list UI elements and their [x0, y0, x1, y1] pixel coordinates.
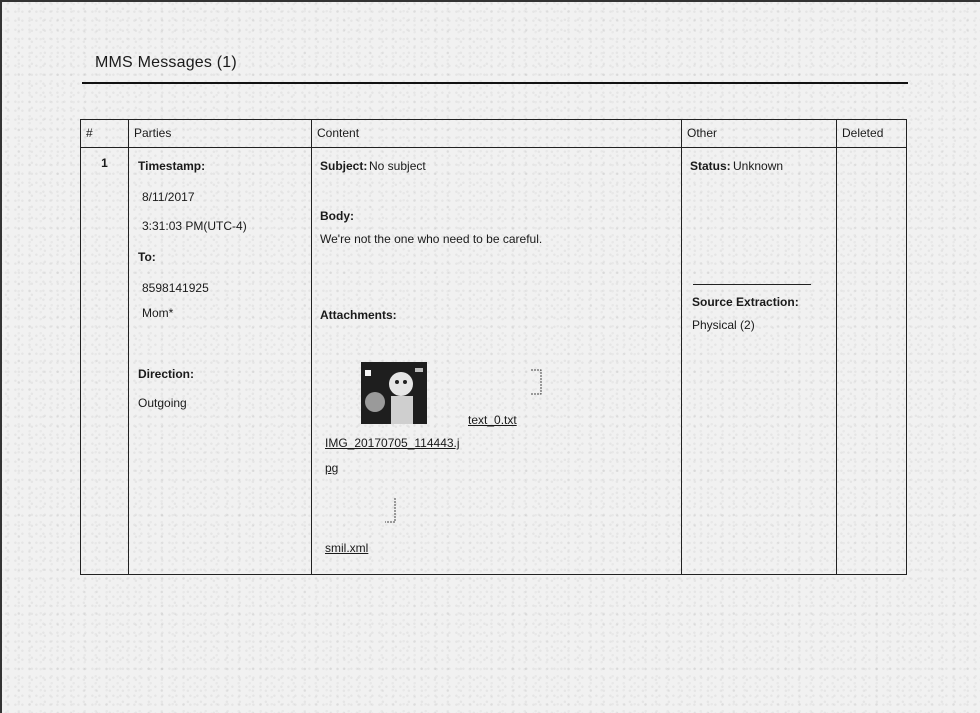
xml-file-icon — [383, 496, 399, 524]
status-label: Status: — [690, 159, 731, 173]
image-attachment-link-line1[interactable]: IMG_20170705_114443.j — [325, 436, 460, 450]
table-header-row — [81, 120, 907, 148]
body-label: Body: — [320, 209, 354, 223]
timestamp-date: 8/11/2017 — [142, 190, 195, 204]
content-cell — [312, 148, 682, 575]
source-extraction-value: Physical (2) — [692, 318, 755, 332]
text-attachment-link[interactable]: text_0.txt — [468, 413, 517, 427]
table-row — [81, 148, 907, 575]
row-number: 1 — [81, 148, 129, 575]
header-content: Content — [312, 120, 682, 148]
source-extraction-label: Source Extraction: — [692, 295, 799, 309]
to-label: To: — [138, 250, 156, 264]
timestamp-time: 3:31:03 PM(UTC-4) — [142, 219, 247, 233]
attachments-label: Attachments: — [320, 308, 397, 322]
status-value: Unknown — [733, 159, 784, 173]
mms-messages-table — [80, 119, 907, 575]
header-parties: Parties — [129, 120, 312, 148]
recipient-phone: 8598141925 — [142, 281, 209, 295]
direction-value: Outgoing — [138, 396, 187, 410]
other-cell — [682, 148, 837, 575]
timestamp-label: Timestamp: — [138, 159, 206, 173]
body-text: We're not the one who need to be careful. — [320, 232, 543, 246]
subject-value: No subject — [369, 159, 426, 173]
title-divider — [82, 82, 908, 84]
header-other: Other — [682, 120, 837, 148]
image-attachment-thumbnail[interactable] — [361, 362, 427, 424]
smil-attachment-link[interactable]: smil.xml — [325, 541, 369, 555]
text-file-icon — [529, 368, 545, 396]
subject-label: Subject: — [320, 159, 368, 173]
photo-icon — [361, 362, 427, 424]
page-title: MMS Messages (1) — [95, 54, 237, 71]
parties-cell — [129, 148, 312, 575]
header-number: # — [81, 120, 129, 148]
image-attachment-link-line2[interactable]: pg — [325, 461, 339, 475]
other-divider — [693, 284, 811, 285]
direction-label: Direction: — [138, 367, 195, 381]
recipient-contact: Mom* — [142, 306, 174, 320]
header-deleted: Deleted — [837, 120, 907, 148]
deleted-cell — [837, 148, 907, 575]
